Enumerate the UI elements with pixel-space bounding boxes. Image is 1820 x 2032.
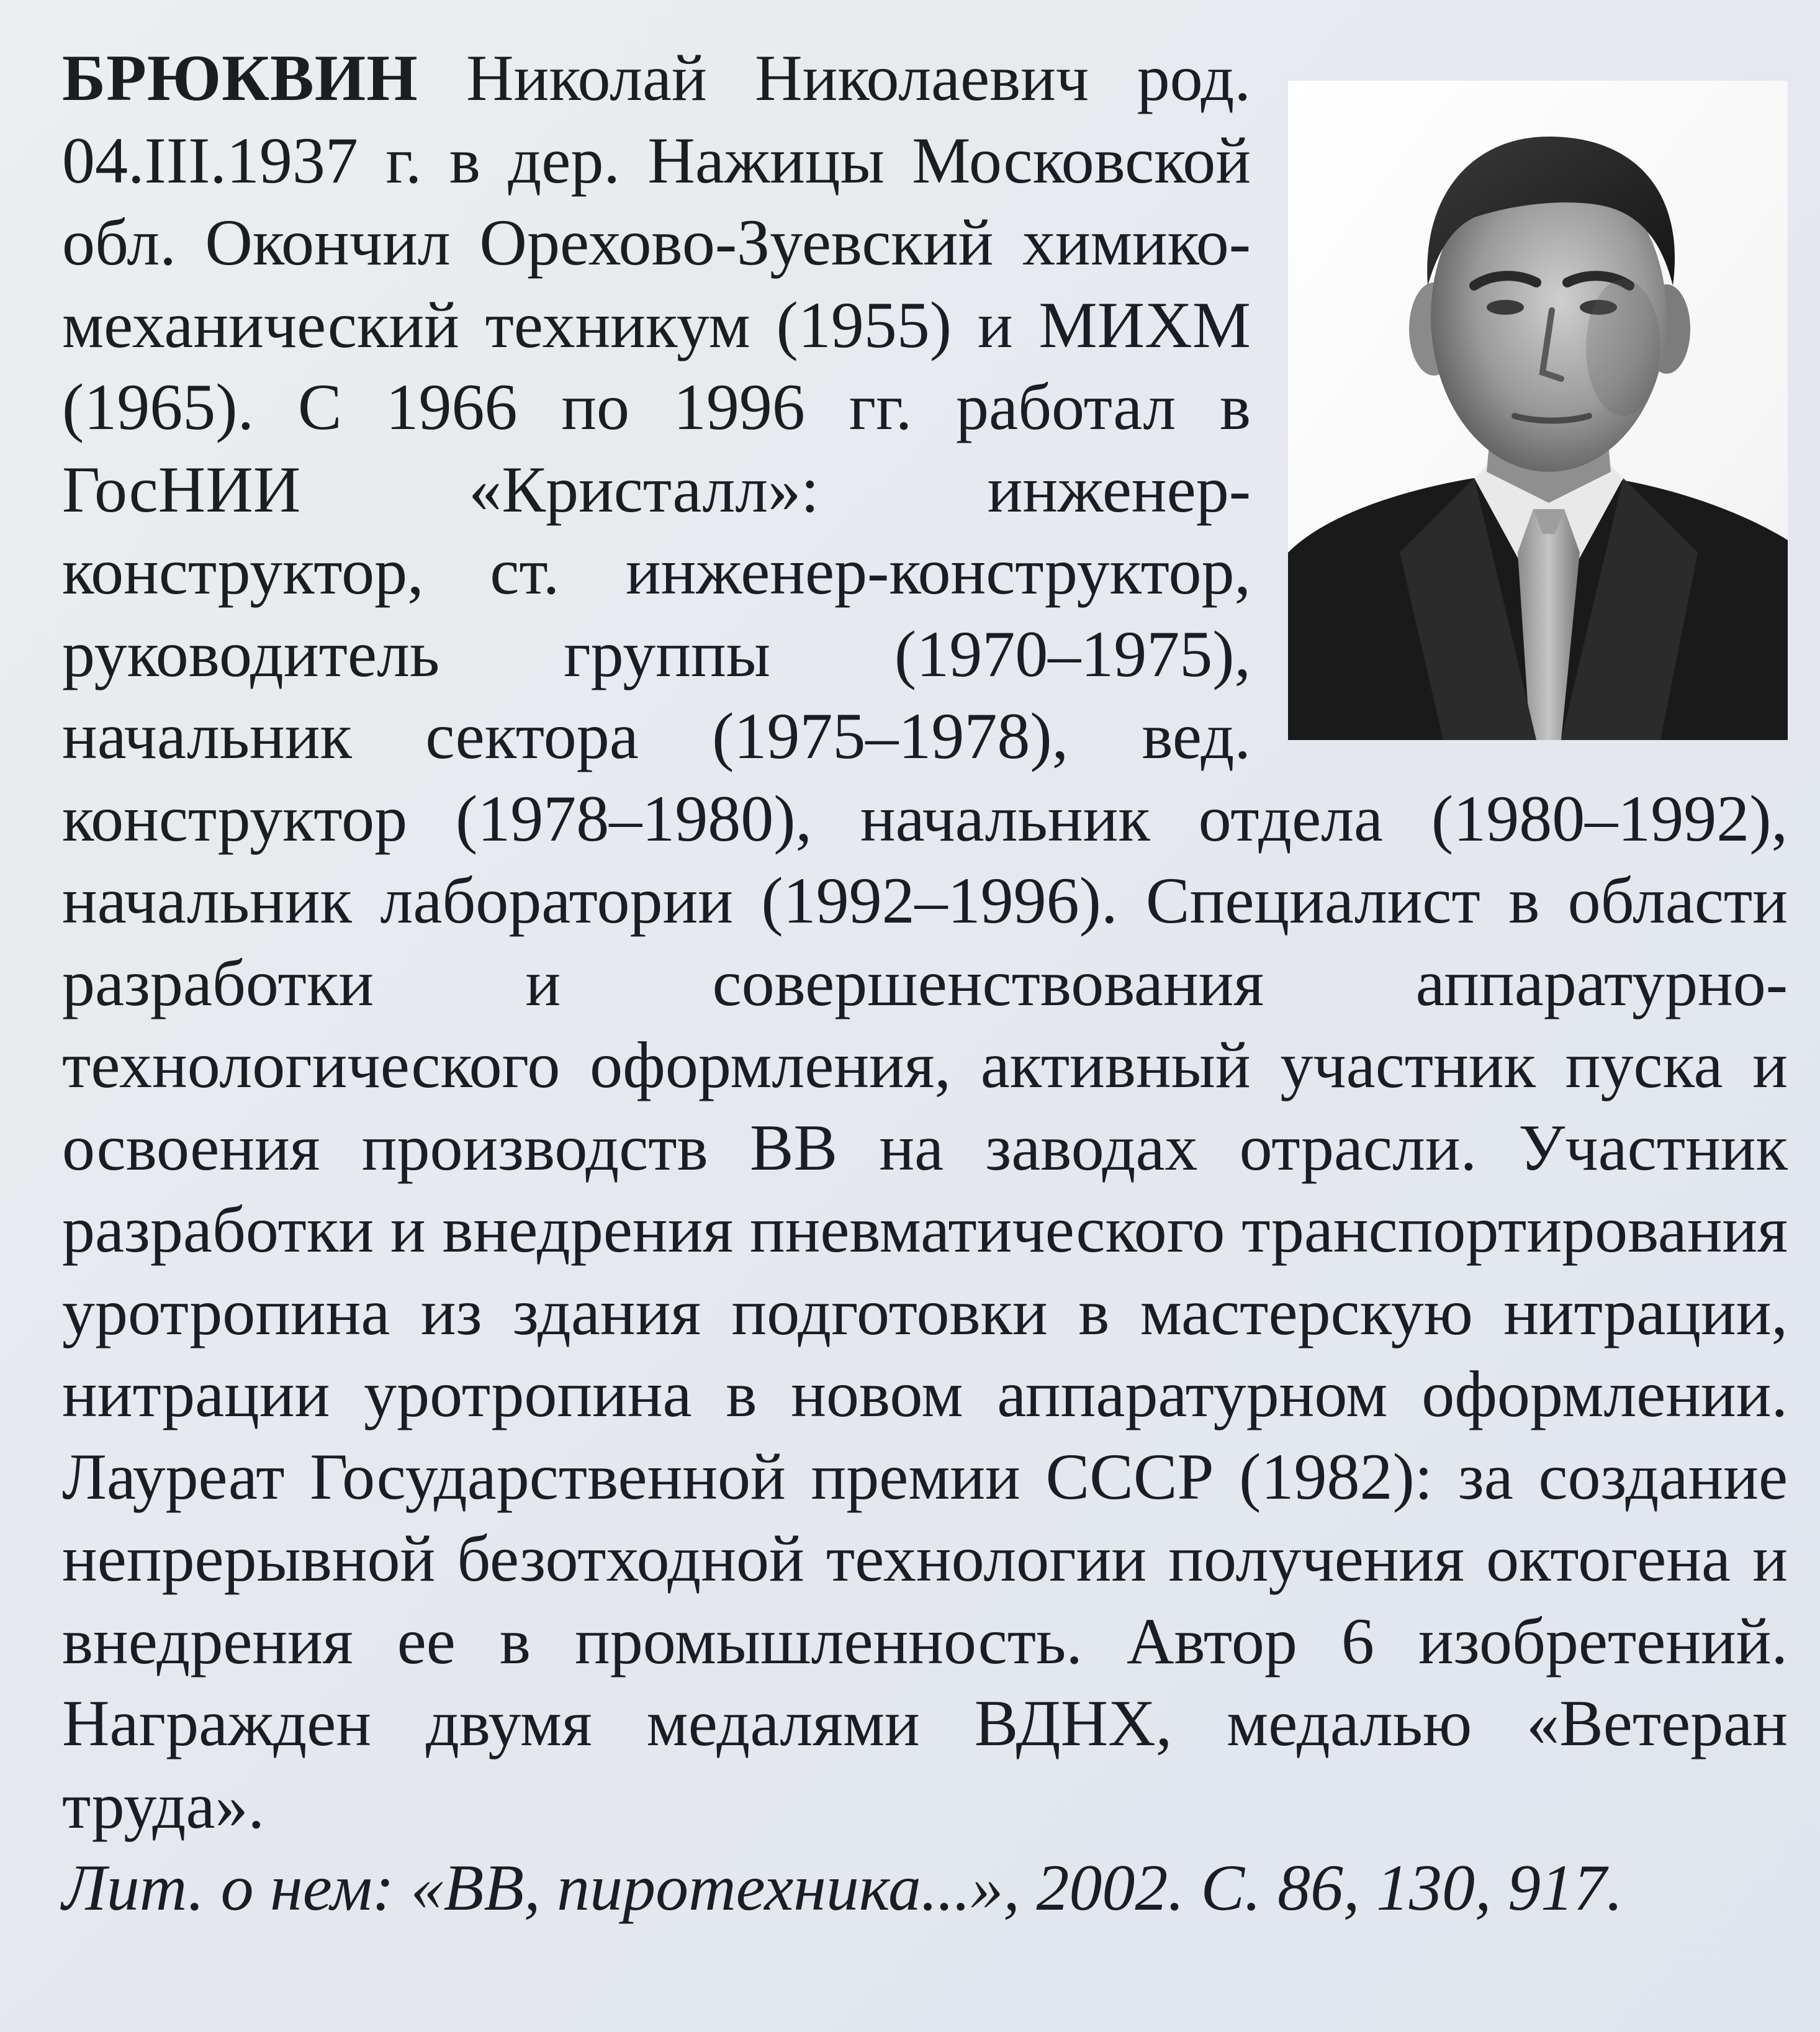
bio-body: Николай Николаевич род. 04.III.1937 г. в дер. Нажицы Московской обл. Окончил Орехово-Зуевский химико-механический техникум (1955) и МИХМ (1965). С 1966 по 1996 гг. работал в ГосНИИ «Кристалл»: инженер-конструктор, ст. инженер-конструктор, руководитель группы (1970–1975), начальник сектора (1975–1978), вед. конструктор (1978–1980), начальник отдела (1980–1992), начальник лаборатории (1992–1996). Специалист в области разработки и совершенствования аппаратурно-технологического оформления, активный участник пуска и освоения производств ВВ на заводах отрасли. Участник разработки и внедрения пневматического транспортирования уротропина из здания подготовки в мастерскую нитрации, нитрации уротропина в новом аппаратурном оформлении. Лауреат Государственной премии СССР (1982): за создание непрерывной безотходной технологии получения октогена и внедрения ее в промышленность. Автор 6 изобретений. Награжден двумя медалями ВДНХ, медалью «Ветеран труда». <box>62 42 1788 1842</box>
biography-entry <box>62 37 1788 1930</box>
portrait-photo <box>1288 81 1788 740</box>
literature-reference: Лит. о нем: «ВВ, пиротехника...», 2002. С. 86, 130, 917. <box>62 1851 1623 1924</box>
surname: БРЮКВИН <box>62 42 418 114</box>
portrait-photo-icon <box>1288 81 1788 740</box>
